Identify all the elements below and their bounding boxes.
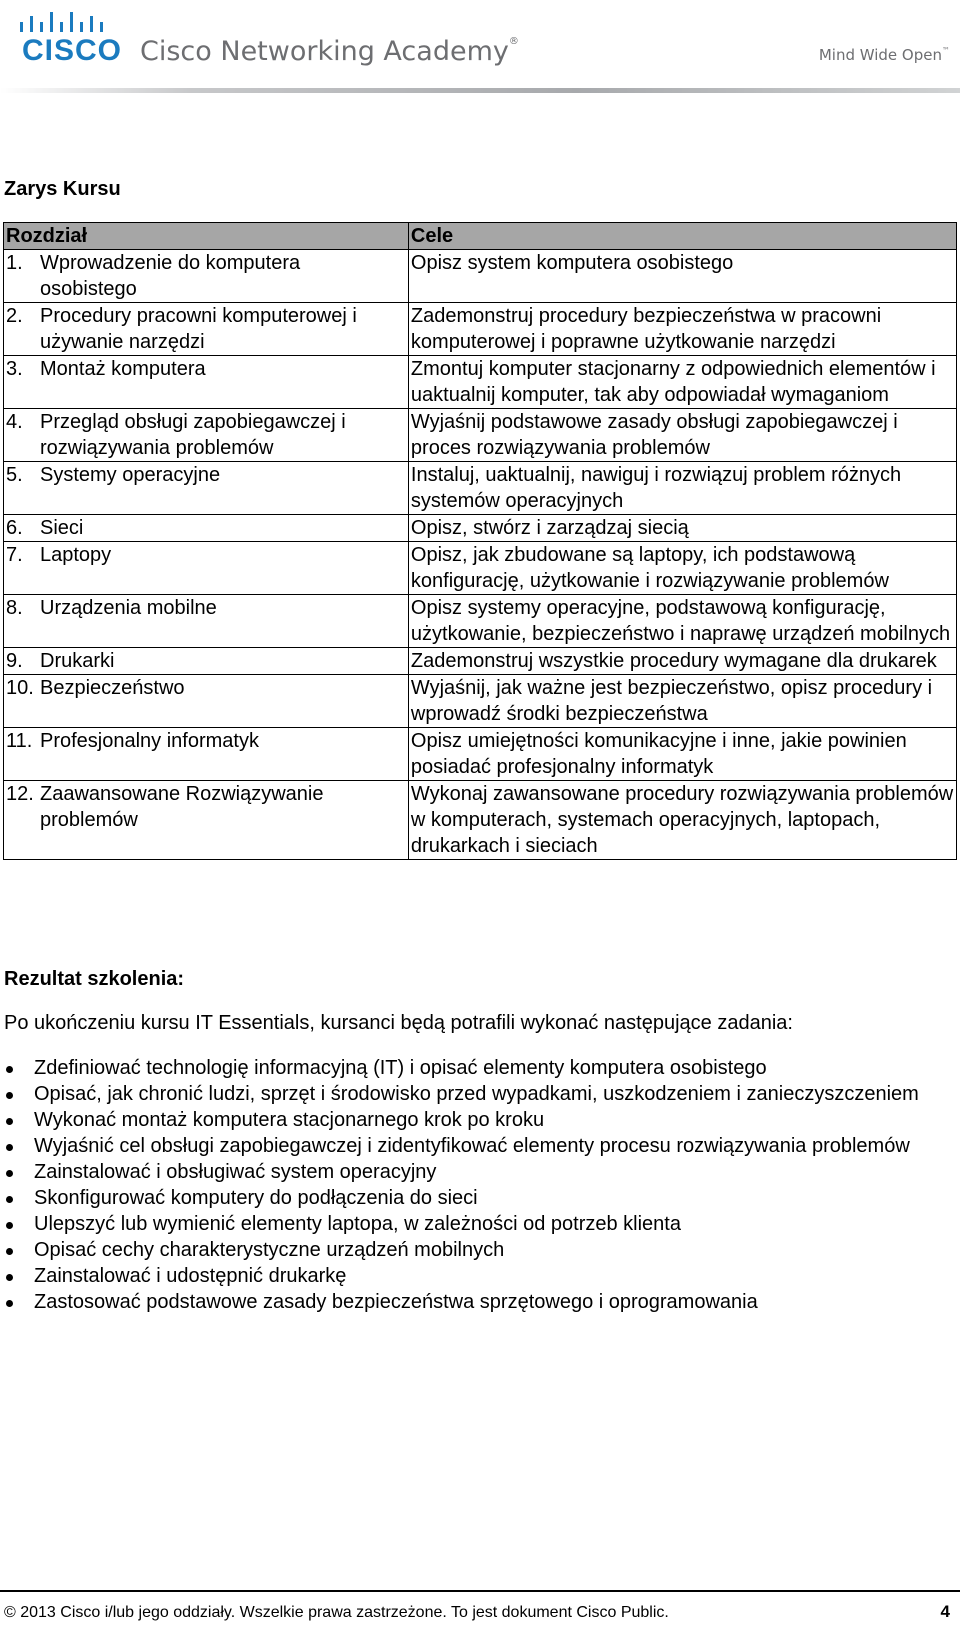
outcome-text: Zdefiniować technologię informacyjną (IT) i opisać elementy komputera osobistego: [34, 1057, 767, 1079]
list-item: [4, 1107, 944, 1133]
header-divider: [0, 88, 960, 93]
trademark-mark: ™: [942, 46, 950, 55]
table-row: [4, 781, 957, 860]
bullet-icon: [6, 1118, 13, 1125]
list-item: [4, 1159, 944, 1185]
tagline-text: Mind Wide Open: [818, 46, 942, 64]
list-item: [4, 1237, 944, 1263]
chapter-number: 1.: [6, 252, 23, 274]
results-intro: Po ukończeniu kursu IT Essentials, kursanci będą potrafili wykonać następujące zadania:: [4, 1012, 793, 1034]
chapter-number: 12.: [6, 783, 34, 805]
bullet-icon: [6, 1144, 13, 1151]
goal-cell: Zademonstruj procedury bezpieczeństwa w pracowni komputerowej i poprawne użytkowanie narzędzi: [408, 303, 956, 356]
chapter-cell: [4, 250, 409, 303]
chapter-cell: [4, 515, 409, 542]
list-item: [4, 1185, 944, 1211]
bullet-icon: [6, 1274, 13, 1281]
chapter-number: 9.: [6, 650, 23, 672]
outcome-text: Zastosować podstawowe zasady bezpieczeństwa sprzętowego i oprogramowania: [34, 1291, 758, 1313]
footer-copyright: © 2013 Cisco i/lub jego oddziały. Wszelkie prawa zastrzeżone. To jest dokument Cisco Public.: [4, 1604, 669, 1621]
chapter-cell: [4, 542, 409, 595]
goal-cell: Instaluj, uaktualnij, nawiguj i rozwiązuj problem różnych systemów operacyjnych: [408, 462, 956, 515]
page-header: [0, 0, 960, 112]
chapter-number: 2.: [6, 305, 23, 327]
tagline: [819, 46, 950, 64]
chapter-cell: [4, 409, 409, 462]
bullet-icon: [6, 1170, 13, 1177]
goal-cell: Zademonstruj wszystkie procedury wymagane dla drukarek: [408, 648, 956, 675]
chapter-cell: [4, 595, 409, 648]
bullet-icon: [6, 1066, 13, 1073]
academy-name: Cisco Networking Academy: [140, 36, 509, 67]
table-row: [4, 648, 957, 675]
goal-cell: Opisz system komputera osobistego: [408, 250, 956, 303]
chapter-name: Zaawansowane Rozwiązywanie problemów: [40, 783, 324, 831]
table-row: [4, 515, 957, 542]
list-item: [4, 1211, 944, 1237]
table-row: [4, 675, 957, 728]
outcome-text: Ulepszyć lub wymienić elementy laptopa, w zależności od potrzeb klienta: [34, 1213, 681, 1235]
outcome-text: Opisać cechy charakterystyczne urządzeń mobilnych: [34, 1239, 505, 1261]
goal-cell: Wyjaśnij podstawowe zasady obsługi zapobiegawczej i proces rozwiązywania problemów: [408, 409, 956, 462]
outcome-text: Wyjaśnić cel obsługi zapobiegawczej i zidentyfikować elementy procesu rozwiązywania problemów: [34, 1135, 910, 1157]
table-header-row: [4, 223, 957, 250]
chapter-cell: [4, 781, 409, 860]
chapter-name: Laptopy: [40, 544, 112, 566]
goal-cell: Opisz umiejętności komunikacyjne i inne, jakie powinien posiadać profesjonalny informatyk: [408, 728, 956, 781]
column-header-goals: Cele: [408, 223, 956, 250]
chapter-name: Bezpieczeństwo: [40, 677, 185, 699]
outcomes-list: [4, 1055, 944, 1315]
list-item: [4, 1133, 944, 1159]
goal-cell: Wyjaśnij, jak ważne jest bezpieczeństwo, opisz procedury i wprowadź środki bezpieczeństwa: [408, 675, 956, 728]
outcome-text: Zainstalować i obsługiwać system operacyjny: [34, 1161, 437, 1183]
table-row: [4, 462, 957, 515]
list-item: [4, 1055, 944, 1081]
chapter-name: Urządzenia mobilne: [40, 597, 217, 619]
column-header-chapter: Rozdział: [4, 223, 409, 250]
table-row: [4, 303, 957, 356]
chapter-cell: [4, 648, 409, 675]
goal-cell: Zmontuj komputer stacjonarny z odpowiednich elementów i uaktualnij komputer, tak aby odpowiadał wymaganiom: [408, 356, 956, 409]
bullet-icon: [6, 1248, 13, 1255]
table-row: [4, 728, 957, 781]
goal-cell: Opisz systemy operacyjne, podstawową konfigurację, użytkowanie, bezpieczeństwo i naprawę urządzeń mobilnych: [408, 595, 956, 648]
table-row: [4, 250, 957, 303]
chapter-name: Wprowadzenie do komputera osobistego: [40, 252, 301, 300]
chapter-number: 4.: [6, 411, 23, 433]
cisco-brand-word: CISCO: [22, 34, 123, 67]
chapter-number: 11.: [6, 730, 33, 752]
bullet-icon: [6, 1222, 13, 1229]
chapter-number: 10.: [6, 677, 34, 699]
academy-title: [140, 36, 519, 67]
table-row: [4, 409, 957, 462]
chapter-cell: [4, 675, 409, 728]
outcome-text: Wykonać montaż komputera stacjonarnego krok po kroku: [34, 1109, 545, 1131]
chapter-name: Procedury pracowni komputerowej i używanie narzędzi: [40, 305, 357, 353]
chapter-name: Profesjonalny informatyk: [40, 730, 259, 752]
outcome-text: Zainstalować i udostępnić drukarkę: [34, 1265, 347, 1287]
chapter-cell: [4, 303, 409, 356]
outcome-text: Opisać, jak chronić ludzi, sprzęt i środowisko przed wypadkami, uszkodzeniem i zanieczyszczeniem: [34, 1083, 919, 1105]
chapter-name: Systemy operacyjne: [40, 464, 221, 486]
registered-mark: ®: [508, 36, 519, 47]
chapter-number: 8.: [6, 597, 23, 619]
bullet-icon: [6, 1300, 13, 1307]
footer-divider: [0, 1590, 960, 1592]
chapter-cell: [4, 462, 409, 515]
results-title: Rezultat szkolenia:: [4, 968, 185, 990]
goal-cell: Opisz, jak zbudowane są laptopy, ich podstawową konfigurację, użytkowanie i rozwiązywanie problemów: [408, 542, 956, 595]
goal-cell: Wykonaj zawansowane procedury rozwiązywania problemów w komputerach, systemach operacyjnych, laptopach, drukarkach i sieciach: [408, 781, 956, 860]
chapter-number: 7.: [6, 544, 23, 566]
chapter-name: Sieci: [40, 517, 84, 539]
course-outline-table: [3, 222, 957, 860]
goal-cell: Opisz, stwórz i zarządzaj siecią: [408, 515, 956, 542]
chapter-name: Przegląd obsługi zapobiegawczej i rozwiązywania problemów: [40, 411, 346, 459]
table-row: [4, 542, 957, 595]
chapter-number: 6.: [6, 517, 23, 539]
chapter-number: 5.: [6, 464, 23, 486]
list-item: [4, 1263, 944, 1289]
table-row: [4, 595, 957, 648]
chapter-name: Drukarki: [40, 650, 115, 672]
chapter-cell: [4, 356, 409, 409]
list-item: [4, 1289, 944, 1315]
list-item: [4, 1081, 944, 1107]
chapter-number: 3.: [6, 358, 23, 380]
chapter-name: Montaż komputera: [40, 358, 206, 380]
document-title: Zarys Kursu: [4, 178, 121, 200]
bullet-icon: [6, 1196, 13, 1203]
table-row: [4, 356, 957, 409]
bullet-icon: [6, 1092, 13, 1099]
page-number: 4: [940, 1602, 950, 1621]
outcome-text: Skonfigurować komputery do podłączenia do sieci: [34, 1187, 478, 1209]
chapter-cell: [4, 728, 409, 781]
